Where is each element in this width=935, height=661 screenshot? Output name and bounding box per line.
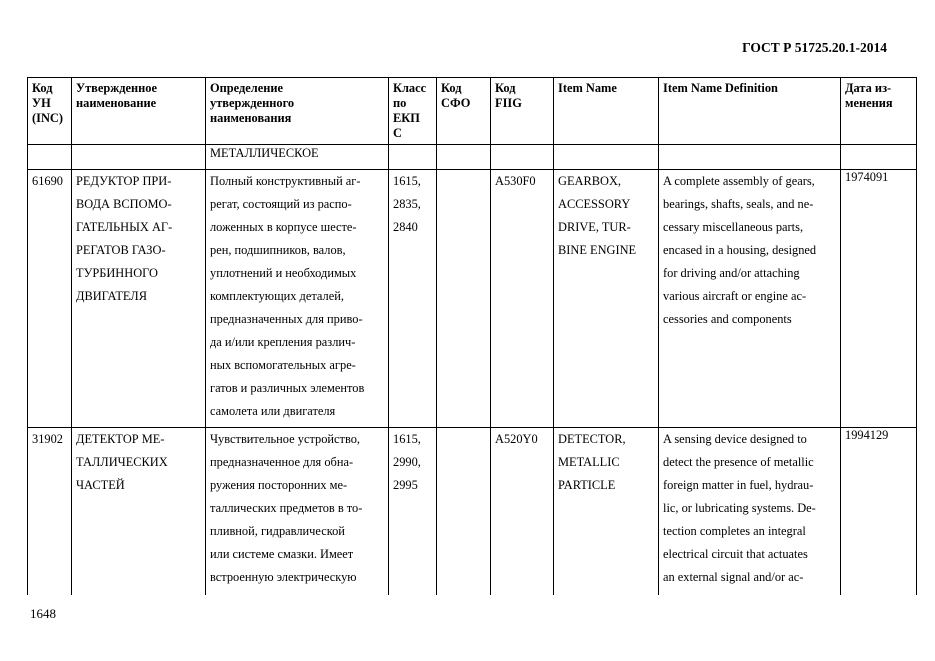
continuation-row <box>28 145 917 170</box>
text-line: A complete assembly of gears, <box>663 174 815 188</box>
text-line: 2990, <box>393 455 421 469</box>
header-change-date <box>841 78 917 145</box>
cell-item-name <box>554 428 659 596</box>
cell-sfo <box>437 170 491 428</box>
text-line: ТУРБИННОГО <box>76 266 158 280</box>
text-line: ACCESSORY <box>558 197 631 211</box>
text-line: встроенную электрическую <box>210 570 357 584</box>
cell-inc: 61690 <box>28 170 72 428</box>
cell-approved-name <box>72 428 206 596</box>
text-line: комплектующих деталей, <box>210 289 344 303</box>
text-line: пливной, гидравлической <box>210 524 345 538</box>
text-line: tection completes an integral <box>663 524 806 538</box>
text-line: предназначенное для обна- <box>210 455 354 469</box>
table-row <box>28 428 917 596</box>
text-line: Код <box>32 81 53 95</box>
text-line: cessary miscellaneous parts, <box>663 220 804 234</box>
text-line: Item Name Definition <box>663 81 778 95</box>
header-approved-name <box>72 78 206 145</box>
text-line: 2840 <box>393 220 418 234</box>
text-line: PARTICLE <box>558 478 616 492</box>
text-line: наименования <box>210 111 292 125</box>
text-line: detect the presence of metallic <box>663 455 814 469</box>
text-line: ружения посторонних ме- <box>210 478 348 492</box>
text-line: cessories and components <box>663 312 792 326</box>
text-line: УН <box>32 96 51 110</box>
text-line: или системе смазки. Имеет <box>210 547 354 561</box>
header-sfo <box>437 78 491 145</box>
cell-fiig: A520Y0 <box>491 428 554 596</box>
text-line: Чувствительное устройство, <box>210 432 361 446</box>
text-line: Код <box>441 81 462 95</box>
text-line: 2995 <box>393 478 418 492</box>
text-line: ных вспомогательных агре- <box>210 358 356 372</box>
cell-item-name-definition <box>659 170 841 428</box>
text-line: уплотнений и необходимых <box>210 266 357 280</box>
cell-sfo <box>437 428 491 596</box>
cell-item-name <box>554 170 659 428</box>
header-inc <box>28 78 72 145</box>
text-line: various aircraft or engine ac- <box>663 289 807 303</box>
text-line: Item Name <box>558 81 617 95</box>
text-line: таллических предметов в то- <box>210 501 363 515</box>
text-line: (INC) <box>32 111 63 125</box>
cell-definition <box>206 428 389 596</box>
document-standard-header: ГОСТ Р 51725.20.1-2014 <box>742 40 887 55</box>
text-line: Утвержденное <box>76 81 157 95</box>
cell-approved-name <box>72 170 206 428</box>
text-line: С <box>393 126 402 140</box>
text-line: рен, подшипников, валов, <box>210 243 346 257</box>
text-line: 2835, <box>393 197 421 211</box>
cell-item-name-definition <box>659 428 841 596</box>
text-line: ложенных в корпусе шесте- <box>210 220 357 234</box>
text-line: менения <box>845 96 893 110</box>
text-line: FIIG <box>495 96 522 110</box>
header-fiig <box>491 78 554 145</box>
text-line: самолета или двигателя <box>210 404 336 418</box>
header-item-name-definition <box>659 78 841 145</box>
cell-class <box>389 170 437 428</box>
header-class <box>389 78 437 145</box>
text-line: СФО <box>441 96 471 110</box>
text-line: BINE ENGINE <box>558 243 637 257</box>
text-line: по <box>393 96 407 110</box>
continuation-definition: МЕТАЛЛИЧЕСКОЕ <box>206 145 389 170</box>
page-number: 1648 <box>30 606 56 621</box>
text-line: A sensing device designed to <box>663 432 807 446</box>
text-line: регат, состоящий из распо- <box>210 197 352 211</box>
text-line: РЕДУКТОР ПРИ- <box>76 174 172 188</box>
text-line: ТАЛЛИЧЕСКИХ <box>76 455 168 469</box>
text-line: bearings, shafts, seals, and ne- <box>663 197 814 211</box>
text-line: Дата из- <box>845 81 892 95</box>
text-line: encased in a housing, designed <box>663 243 817 257</box>
text-line: наименование <box>76 96 157 110</box>
text-line: ДЕТЕКТОР МЕ- <box>76 432 165 446</box>
text-line: Класс <box>393 81 427 95</box>
text-line: DRIVE, TUR- <box>558 220 631 234</box>
text-line: Полный конструктивный аг- <box>210 174 361 188</box>
header-item-name <box>554 78 659 145</box>
text-line: 1615, <box>393 432 421 446</box>
text-line: ЕКП <box>393 111 420 125</box>
table-row <box>28 170 917 428</box>
text-line: утвержденного <box>210 96 295 110</box>
cell-change-date: 1974091 <box>841 170 917 428</box>
cell-inc: 31902 <box>28 428 72 596</box>
text-line: an external signal and/or ac- <box>663 570 804 584</box>
classification-table <box>27 77 917 595</box>
text-line: electrical circuit that actuates <box>663 547 808 561</box>
text-line: РЕГАТОВ ГАЗО- <box>76 243 166 257</box>
text-line: да и/или крепления различ- <box>210 335 356 349</box>
text-line: Код <box>495 81 516 95</box>
text-line: ГАТЕЛЬНЫХ АГ- <box>76 220 173 234</box>
text-line: for driving and/or attaching <box>663 266 800 280</box>
cell-change-date: 1994129 <box>841 428 917 596</box>
table-header-row <box>28 78 917 145</box>
text-line: ЧАСТЕЙ <box>76 478 125 492</box>
text-line: ВОДА ВСПОМО- <box>76 197 172 211</box>
text-line: предназначенных для приво- <box>210 312 363 326</box>
cell-definition <box>206 170 389 428</box>
header-definition <box>206 78 389 145</box>
text-line: Определение <box>210 81 284 95</box>
text-line: METALLIC <box>558 455 620 469</box>
text-line: гатов и различных элементов <box>210 381 365 395</box>
cell-class <box>389 428 437 596</box>
cell-fiig: A530F0 <box>491 170 554 428</box>
text-line: foreign matter in fuel, hydrau- <box>663 478 814 492</box>
text-line: DETECTOR, <box>558 432 626 446</box>
text-line: ДВИГАТЕЛЯ <box>76 289 147 303</box>
text-line: GEARBOX, <box>558 174 621 188</box>
text-line: 1615, <box>393 174 421 188</box>
text-line: lic, or lubricating systems. De- <box>663 501 816 515</box>
